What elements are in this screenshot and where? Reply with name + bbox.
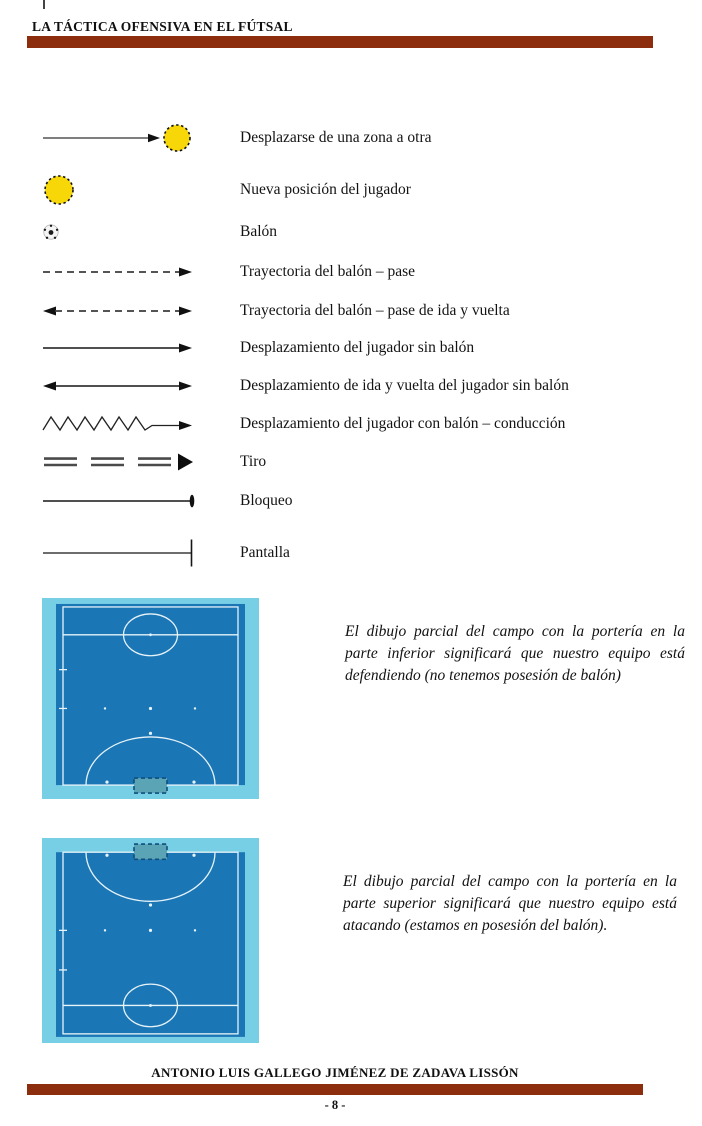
legend-item-block [40,485,293,517]
pass-return-arrow-icon [40,295,235,327]
run-arrow-icon [40,332,235,364]
zone-move-arrow-icon [40,122,235,154]
legend-item-pass-return [40,295,510,327]
legend-item-run [40,332,474,364]
legend-item-new-position [40,174,411,206]
screen-arrow-icon [40,537,235,569]
pass-arrow-icon [40,256,235,288]
legend-label: Desplazamiento del jugador sin balón [240,339,475,356]
run-return-arrow-icon [40,370,235,402]
legend-item-dribble [40,408,565,440]
block-arrow-icon [40,485,235,517]
legend-label: Trayectoria del balón – pase [240,263,416,280]
legend-label: Nueva posición del jugador [240,181,411,198]
legend-label: Pantalla [240,544,290,561]
ball-icon [40,216,235,248]
legend-label: Tiro [240,453,267,470]
legend-label: Bloqueo [240,492,293,509]
legend-label: Trayectoria del balón – pase de ida y vuelta [240,302,510,319]
caption-defending: El dibujo parcial del campo con la portería en la parte inferior significará que nuestro equipo está defendiendo (no tenemos posesión de balón) [345,623,685,684]
legend-item-run-return [40,370,569,402]
legend-label: Desplazarse de una zona a otra [240,129,432,146]
dribble-arrow-icon [40,408,235,440]
new-position-circle-icon [40,174,235,206]
legend-item-ball [40,216,277,248]
futsal-half-court-goal-bottom [42,598,259,799]
caption-attacking: El dibujo parcial del campo con la portería en la parte superior significará que nuestro equipo está atacando (estamos en posesión del balón). [343,873,677,934]
legend-item-pass [40,256,415,288]
legend-label: Desplazamiento del jugador con balón – conducción [240,415,566,432]
footer-author: ANTONIO LUIS GALLEGO JIMÉNEZ DE ZADAVA LISSÓN [151,1065,519,1080]
legend-label: Balón [240,223,278,240]
legend-item-screen [40,537,290,569]
futsal-half-court-goal-top [42,838,259,1043]
shot-arrow-icon [40,446,235,478]
court-diagram-defending [42,598,259,799]
legend-item-shot [40,446,266,478]
legend-label: Desplazamiento de ida y vuelta del jugador sin balón [240,377,569,394]
page-title: LA TÁCTICA OFENSIVA EN EL FÚTSAL [32,19,293,34]
footer-rule [27,1084,643,1095]
court-diagram-attacking [42,838,259,1043]
legend-item-zone-move [40,122,432,154]
page-number: - 8 - [324,1098,346,1112]
